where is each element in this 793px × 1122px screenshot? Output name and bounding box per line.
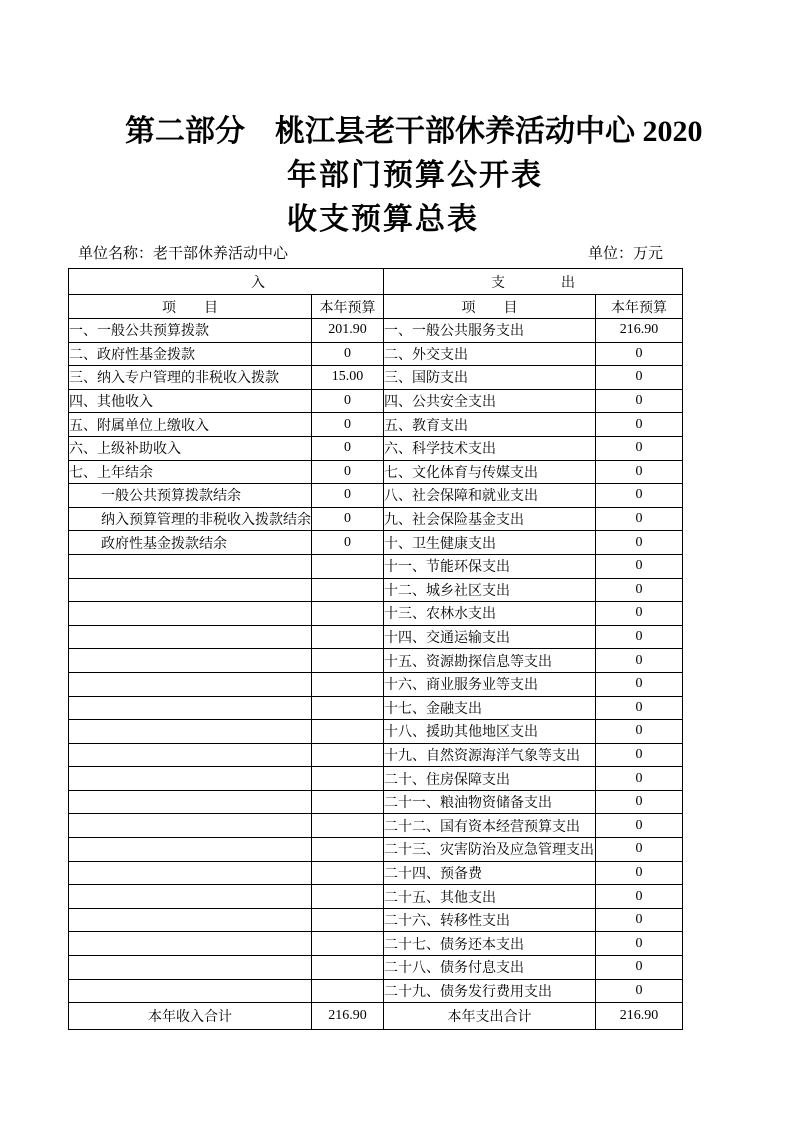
expense-value-cell: 0 bbox=[596, 389, 683, 413]
expense-item-cell: 五、教育支出 bbox=[384, 413, 596, 437]
expense-value-cell: 0 bbox=[596, 956, 683, 980]
expense-value-cell: 0 bbox=[596, 507, 683, 531]
table-row bbox=[69, 366, 683, 390]
income-value-cell bbox=[312, 720, 384, 744]
table-row bbox=[69, 743, 683, 767]
table-row bbox=[69, 932, 683, 956]
expense-value-cell: 0 bbox=[596, 554, 683, 578]
income-value-cell bbox=[312, 956, 384, 980]
expense-value-cell: 0 bbox=[596, 720, 683, 744]
income-item-cell: 纳入预算管理的非税收入拨款结余 bbox=[69, 507, 312, 531]
table-row bbox=[69, 342, 683, 366]
income-item-cell: 一、一般公共预算拨款 bbox=[69, 319, 312, 343]
income-value-cell bbox=[312, 602, 384, 626]
income-item-cell: 二、政府性基金拨款 bbox=[69, 342, 312, 366]
table-row bbox=[69, 885, 683, 909]
income-value-cell: 0 bbox=[312, 484, 384, 508]
expense-item-cell: 二十八、债务付息支出 bbox=[384, 956, 596, 980]
income-item-cell bbox=[69, 838, 312, 862]
income-item-cell bbox=[69, 578, 312, 602]
table-row bbox=[69, 814, 683, 838]
expense-item-cell: 二、外交支出 bbox=[384, 342, 596, 366]
expense-value-cell: 0 bbox=[596, 436, 683, 460]
expense-value-cell: 0 bbox=[596, 342, 683, 366]
table-row bbox=[69, 413, 683, 437]
income-item-cell bbox=[69, 672, 312, 696]
income-value-cell bbox=[312, 554, 384, 578]
totals-row bbox=[69, 1003, 683, 1030]
expense-value-cell: 0 bbox=[596, 649, 683, 673]
expense-item-cell: 六、科学技术支出 bbox=[384, 436, 596, 460]
expense-item-cell: 七、文化体育与传媒支出 bbox=[384, 460, 596, 484]
document-title bbox=[0, 110, 703, 242]
income-item-cell bbox=[69, 979, 312, 1003]
title-line-2: 年部门预算公开表 bbox=[287, 159, 543, 192]
table-row bbox=[69, 625, 683, 649]
income-value-cell bbox=[312, 885, 384, 909]
expense-item-cell: 十八、援助其他地区支出 bbox=[384, 720, 596, 744]
expense-value-cell: 0 bbox=[596, 578, 683, 602]
income-item-cell bbox=[69, 602, 312, 626]
income-value-cell: 201.90 bbox=[312, 319, 384, 343]
expense-value-cell: 0 bbox=[596, 460, 683, 484]
income-value-cell: 0 bbox=[312, 413, 384, 437]
unit-name-label: 单位名称： bbox=[78, 246, 154, 262]
income-value-cell: 0 bbox=[312, 531, 384, 555]
table-row bbox=[69, 578, 683, 602]
expense-value-cell: 0 bbox=[596, 814, 683, 838]
income-item-cell: 四、其他收入 bbox=[69, 389, 312, 413]
income-total-label: 本年收入合计 bbox=[69, 1003, 312, 1030]
table-title: 收支预算总表 bbox=[287, 203, 479, 236]
income-value-cell: 0 bbox=[312, 436, 384, 460]
budget-summary-table bbox=[68, 268, 683, 1030]
income-value-cell: 0 bbox=[312, 460, 384, 484]
expense-item-cell: 十三、农林水支出 bbox=[384, 602, 596, 626]
expense-section-header: 支 出 bbox=[384, 269, 683, 295]
expense-total-value: 216.90 bbox=[596, 1003, 683, 1030]
expense-item-cell: 二十三、灾害防治及应急管理支出 bbox=[384, 838, 596, 862]
expense-item-cell: 十二、城乡社区支出 bbox=[384, 578, 596, 602]
expense-item-cell: 十七、金融支出 bbox=[384, 696, 596, 720]
income-item-cell: 三、纳入专户管理的非税收入拨款 bbox=[69, 366, 312, 390]
income-value-cell bbox=[312, 767, 384, 791]
income-item-cell bbox=[69, 649, 312, 673]
income-item-cell bbox=[69, 790, 312, 814]
income-item-cell bbox=[69, 743, 312, 767]
expense-value-cell: 216.90 bbox=[596, 319, 683, 343]
expense-value-cell: 0 bbox=[596, 672, 683, 696]
table-row bbox=[69, 979, 683, 1003]
income-value-cell bbox=[312, 625, 384, 649]
expense-item-cell: 九、社会保险基金支出 bbox=[384, 507, 596, 531]
table-row bbox=[69, 767, 683, 791]
income-value-cell: 0 bbox=[312, 342, 384, 366]
unit-of-measure: 单位：万元 bbox=[587, 246, 663, 262]
expense-item-cell: 二十七、债务还本支出 bbox=[384, 932, 596, 956]
income-budget-column-header: 本年预算 bbox=[312, 295, 384, 319]
expense-item-cell: 二十四、预备费 bbox=[384, 861, 596, 885]
expense-value-cell: 0 bbox=[596, 885, 683, 909]
table-row bbox=[69, 672, 683, 696]
income-value-cell bbox=[312, 932, 384, 956]
table-row bbox=[69, 460, 683, 484]
income-value-cell bbox=[312, 814, 384, 838]
expense-item-cell: 二十二、国有资本经营预算支出 bbox=[384, 814, 596, 838]
table-row bbox=[69, 956, 683, 980]
income-value-cell bbox=[312, 696, 384, 720]
expense-item-cell: 十、卫生健康支出 bbox=[384, 531, 596, 555]
income-value-cell bbox=[312, 861, 384, 885]
income-item-cell: 五、附属单位上缴收入 bbox=[69, 413, 312, 437]
expense-item-cell: 四、公共安全支出 bbox=[384, 389, 596, 413]
expense-budget-column-header: 本年预算 bbox=[596, 295, 683, 319]
expense-item-cell: 十一、节能环保支出 bbox=[384, 554, 596, 578]
expense-item-cell: 二十九、债务发行费用支出 bbox=[384, 979, 596, 1003]
income-item-cell bbox=[69, 932, 312, 956]
expense-value-cell: 0 bbox=[596, 413, 683, 437]
income-section-header bbox=[69, 269, 384, 295]
income-item-cell bbox=[69, 908, 312, 932]
income-value-cell bbox=[312, 649, 384, 673]
title-line-1: 第二部分 桃江县老干部休养活动中心 2020 bbox=[125, 115, 703, 148]
expense-value-cell: 0 bbox=[596, 366, 683, 390]
table-row bbox=[69, 790, 683, 814]
expense-value-cell: 0 bbox=[596, 602, 683, 626]
table-row bbox=[69, 507, 683, 531]
income-item-cell: 七、上年结余 bbox=[69, 460, 312, 484]
expense-item-cell: 十九、自然资源海洋气象等支出 bbox=[384, 743, 596, 767]
table-row bbox=[69, 531, 683, 555]
table-row bbox=[69, 838, 683, 862]
table-row bbox=[69, 861, 683, 885]
income-value-cell bbox=[312, 838, 384, 862]
income-value-cell bbox=[312, 979, 384, 1003]
income-item-cell: 政府性基金拨款结余 bbox=[69, 531, 312, 555]
income-item-cell bbox=[69, 696, 312, 720]
table-row bbox=[69, 720, 683, 744]
expense-total-label: 本年支出合计 bbox=[384, 1003, 596, 1030]
expense-item-cell: 二十一、粮油物资储备支出 bbox=[384, 790, 596, 814]
income-value-cell bbox=[312, 908, 384, 932]
expense-item-cell: 十四、交通运输支出 bbox=[384, 625, 596, 649]
income-item-column-header: 项 目 bbox=[69, 295, 312, 319]
expense-value-cell: 0 bbox=[596, 908, 683, 932]
column-header-row bbox=[69, 295, 683, 319]
income-value-cell bbox=[312, 578, 384, 602]
expense-value-cell: 0 bbox=[596, 979, 683, 1003]
expense-item-cell: 八、社会保障和就业支出 bbox=[384, 484, 596, 508]
expense-item-cell: 二十五、其他支出 bbox=[384, 885, 596, 909]
expense-value-cell: 0 bbox=[596, 484, 683, 508]
income-total-value: 216.90 bbox=[312, 1003, 384, 1030]
table-row bbox=[69, 696, 683, 720]
section-header-row bbox=[69, 269, 683, 295]
expense-value-cell: 0 bbox=[596, 767, 683, 791]
expense-item-cell: 二十、住房保障支出 bbox=[384, 767, 596, 791]
expense-item-cell: 三、国防支出 bbox=[384, 366, 596, 390]
expense-item-cell: 十五、资源勘探信息等支出 bbox=[384, 649, 596, 673]
income-value-cell bbox=[312, 672, 384, 696]
expense-value-cell: 0 bbox=[596, 932, 683, 956]
expense-value-cell: 0 bbox=[596, 625, 683, 649]
income-item-cell bbox=[69, 885, 312, 909]
expense-value-cell: 0 bbox=[596, 790, 683, 814]
income-section-label: 入 bbox=[251, 275, 265, 291]
income-item-cell bbox=[69, 861, 312, 885]
expense-value-cell: 0 bbox=[596, 531, 683, 555]
table-row bbox=[69, 649, 683, 673]
income-item-cell bbox=[69, 814, 312, 838]
expense-value-cell: 0 bbox=[596, 696, 683, 720]
expense-item-cell: 二十六、转移性支出 bbox=[384, 908, 596, 932]
income-item-cell bbox=[69, 554, 312, 578]
income-item-cell: 一般公共预算拨款结余 bbox=[69, 484, 312, 508]
income-item-cell bbox=[69, 956, 312, 980]
income-value-cell bbox=[312, 790, 384, 814]
table-row bbox=[69, 554, 683, 578]
income-value-cell: 15.00 bbox=[312, 366, 384, 390]
table-row bbox=[69, 484, 683, 508]
table-body bbox=[69, 319, 683, 1003]
expense-value-cell: 0 bbox=[596, 861, 683, 885]
table-meta-row bbox=[68, 242, 682, 263]
income-item-cell bbox=[69, 625, 312, 649]
income-item-cell: 六、上级补助收入 bbox=[69, 436, 312, 460]
table-row bbox=[69, 908, 683, 932]
expense-value-cell: 0 bbox=[596, 743, 683, 767]
income-item-cell bbox=[69, 720, 312, 744]
expense-item-cell: 十六、商业服务业等支出 bbox=[384, 672, 596, 696]
unit-name-value: 老干部休养活动中心 bbox=[153, 246, 289, 262]
expense-value-cell: 0 bbox=[596, 838, 683, 862]
expense-item-cell: 一、一般公共服务支出 bbox=[384, 319, 596, 343]
table-row bbox=[69, 319, 683, 343]
income-value-cell: 0 bbox=[312, 389, 384, 413]
income-item-cell bbox=[69, 767, 312, 791]
table-row bbox=[69, 436, 683, 460]
table-row bbox=[69, 389, 683, 413]
table-row bbox=[69, 602, 683, 626]
income-value-cell: 0 bbox=[312, 507, 384, 531]
income-value-cell bbox=[312, 743, 384, 767]
expense-item-column-header: 项 目 bbox=[384, 295, 596, 319]
unit-name bbox=[78, 242, 288, 263]
